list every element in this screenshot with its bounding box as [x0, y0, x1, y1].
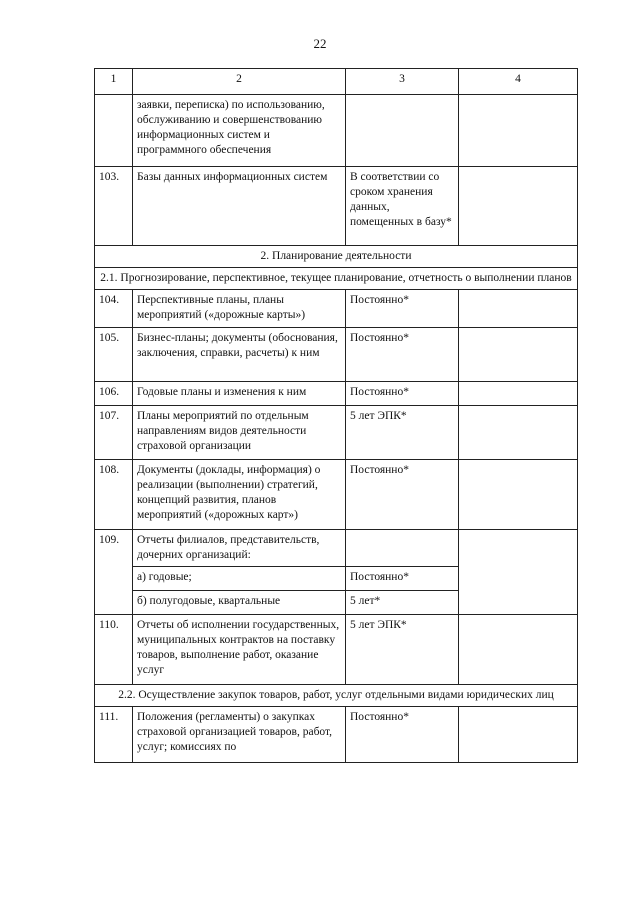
row-period: Постоянно* [346, 381, 459, 405]
row-period: Постоянно* [346, 327, 459, 381]
table-row [95, 289, 578, 327]
row-title: Отчеты филиалов, представительств, дочерних организаций: [133, 529, 346, 566]
table-row [95, 167, 578, 246]
table-row [95, 614, 578, 684]
header-col-2: 2 [133, 69, 346, 95]
row-title: Планы мероприятий по отдельным направлениям видов деятельности страховой организации [133, 405, 346, 459]
row-note [459, 405, 578, 459]
table-row [95, 706, 578, 762]
row-number: 109. [95, 529, 133, 614]
row-title: Перспективные планы, планы мероприятий («дорожные карты») [133, 289, 346, 327]
row-note [459, 381, 578, 405]
row-number [95, 95, 133, 167]
row-period [346, 529, 459, 566]
table-row [95, 381, 578, 405]
row-number: 110. [95, 614, 133, 684]
row-note [459, 706, 578, 762]
records-table [94, 68, 578, 763]
row-number: 103. [95, 167, 133, 246]
row-period: В соответствии со сроком хранения данных, помещенных в базу* [346, 167, 459, 246]
row-note [459, 529, 578, 614]
row-period: 5 лет ЭПК* [346, 405, 459, 459]
row-number: 106. [95, 381, 133, 405]
row-title: заявки, переписка) по использованию, обслуживанию и совершенствованию информационных систем и программного обеспечения [133, 95, 346, 167]
subsection-heading: 2.2. Осуществление закупок товаров, работ, услуг отдельными видами юридических лиц [95, 684, 578, 706]
table-header-row [95, 69, 578, 95]
subrow-title: а) годовые; [133, 566, 346, 590]
row-title: Отчеты об исполнении государственных, муниципальных контрактов на поставку товаров, выполнение работ, оказание услуг [133, 614, 346, 684]
row-note [459, 167, 578, 246]
table-row [95, 529, 578, 566]
row-title: Базы данных информационных систем [133, 167, 346, 246]
section-row [95, 246, 578, 268]
table-row [95, 327, 578, 381]
row-title: Документы (доклады, информация) о реализации (выполнении) стратегий, концепций развития, планов мероприятий («дорожных карт») [133, 459, 346, 529]
row-period: Постоянно* [346, 289, 459, 327]
row-number: 108. [95, 459, 133, 529]
header-col-1: 1 [95, 69, 133, 95]
row-note [459, 289, 578, 327]
row-note [459, 327, 578, 381]
subrow-period: 5 лет* [346, 590, 459, 614]
table-row [95, 459, 578, 529]
page-number: 22 [313, 36, 327, 51]
header-col-4: 4 [459, 69, 578, 95]
row-number: 111. [95, 706, 133, 762]
section-heading: 2. Планирование деятельности [95, 246, 578, 268]
row-title: Положения (регламенты) о закупках страховой организацией товаров, работ, услуг; комиссиях по [133, 706, 346, 762]
header-col-3: 3 [346, 69, 459, 95]
table-row [95, 405, 578, 459]
section-row [95, 267, 578, 289]
row-period [346, 95, 459, 167]
table-row [95, 95, 578, 167]
row-note [459, 95, 578, 167]
row-number: 107. [95, 405, 133, 459]
row-number: 105. [95, 327, 133, 381]
row-period: Постоянно* [346, 459, 459, 529]
row-note [459, 459, 578, 529]
row-title: Годовые планы и изменения к ним [133, 381, 346, 405]
row-title: Бизнес-планы; документы (обоснования, заключения, справки, расчеты) к ним [133, 327, 346, 381]
subrow-title: б) полугодовые, квартальные [133, 590, 346, 614]
subsection-heading: 2.1. Прогнозирование, перспективное, текущее планирование, отчетность о выполнении планов [95, 267, 578, 289]
row-period: Постоянно* [346, 706, 459, 762]
row-number: 104. [95, 289, 133, 327]
row-period: 5 лет ЭПК* [346, 614, 459, 684]
section-row [95, 684, 578, 706]
subrow-period: Постоянно* [346, 566, 459, 590]
row-note [459, 614, 578, 684]
